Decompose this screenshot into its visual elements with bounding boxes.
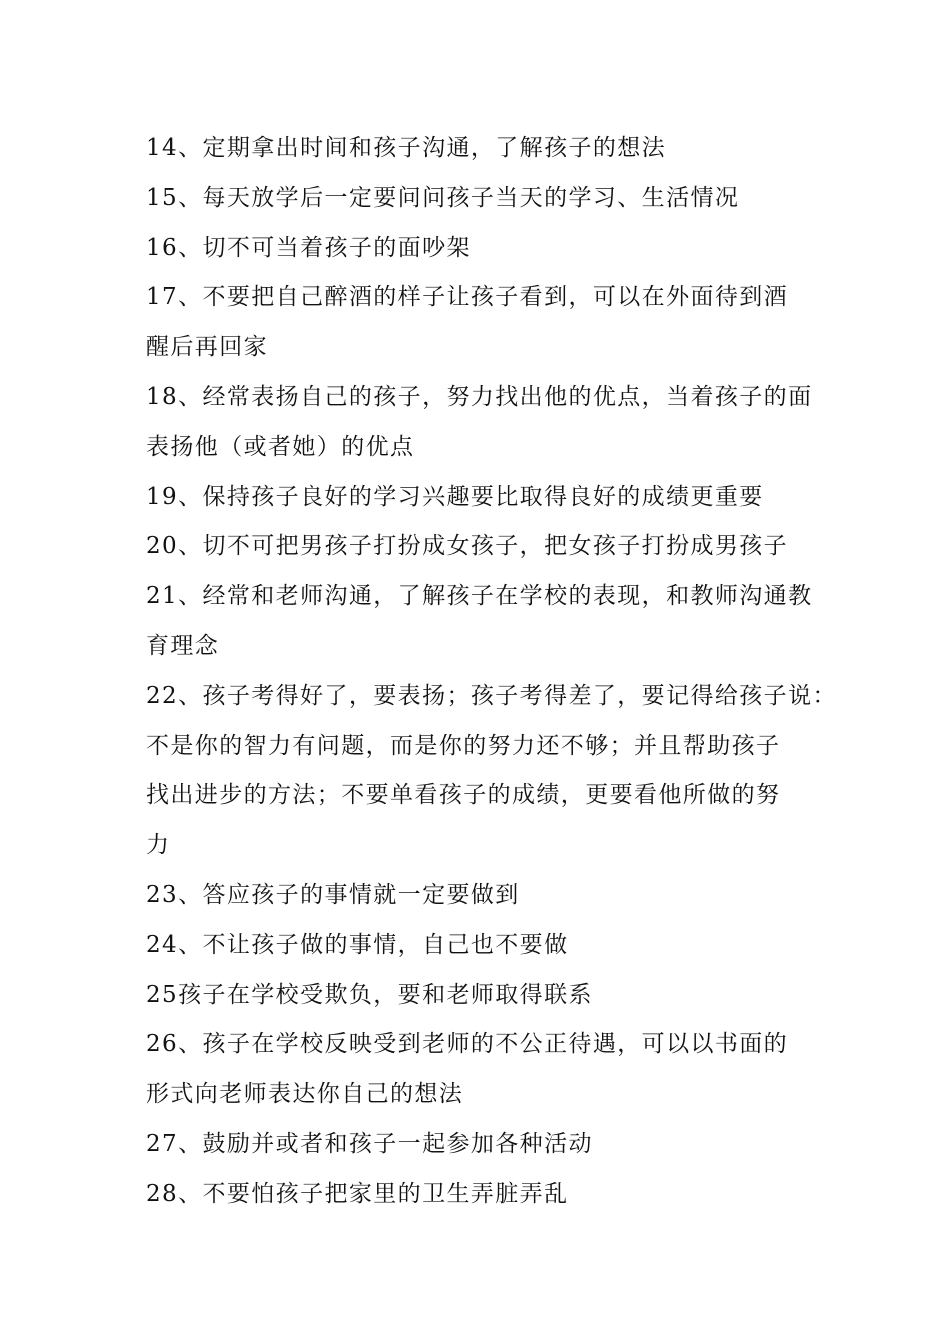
text-line-item-22-cont-1: 不是你的智力有问题，而是你的努力还不够；并且帮助孩子 <box>146 732 781 759</box>
text-line-item-18: 18、经常表扬自己的孩子，努力找出他的优点，当着孩子的面 <box>146 383 813 410</box>
text-line-item-22-cont-2: 找出进步的方法；不要单看孩子的成绩，更要看他所做的努 <box>146 782 781 809</box>
text-line-item-27: 27、鼓励并或者和孩子一起参加各种活动 <box>146 1130 593 1157</box>
text-line-item-25: 25孩子在学校受欺负，要和老师取得联系 <box>146 981 593 1008</box>
text-line-item-21-cont: 育理念 <box>146 632 220 659</box>
text-line-item-22-cont-3: 力 <box>146 832 171 859</box>
text-line-item-24: 24、不让孩子做的事情，自己也不要做 <box>146 931 569 958</box>
text-line-item-21: 21、经常和老师沟通，了解孩子在学校的表现，和教师沟通教 <box>146 583 813 610</box>
text-line-item-18-cont: 表扬他（或者她）的优点 <box>146 433 415 460</box>
text-line-item-26-cont: 形式向老师表达你自己的想法 <box>146 1081 464 1108</box>
text-line-item-23: 23、答应孩子的事情就一定要做到 <box>146 881 520 908</box>
text-line-item-22: 22、孩子考得好了，要表扬；孩子考得差了，要记得给孩子说： <box>146 682 837 709</box>
text-line-item-19: 19、保持孩子良好的学习兴趣要比取得良好的成绩更重要 <box>146 483 764 510</box>
text-line-item-15: 15、每天放学后一定要问问孩子当天的学习、生活情况 <box>146 184 740 211</box>
document-body <box>146 124 837 1220</box>
text-line-item-26: 26、孩子在学校反映受到老师的不公正待遇，可以以书面的 <box>146 1031 789 1058</box>
text-line-item-17-cont: 醒后再回家 <box>146 334 268 361</box>
text-line-item-14: 14、定期拿出时间和孩子沟通，了解孩子的想法 <box>146 135 667 161</box>
text-line-item-16: 16、切不可当着孩子的面吵架 <box>146 234 471 261</box>
text-line-item-20: 20、切不可把男孩子打扮成女孩子，把女孩子打扮成男孩子 <box>146 533 789 560</box>
text-line-item-28: 28、不要怕孩子把家里的卫生弄脏弄乱 <box>146 1180 569 1207</box>
text-line-item-17: 17、不要把自己醉酒的样子让孩子看到，可以在外面待到酒 <box>146 284 789 311</box>
